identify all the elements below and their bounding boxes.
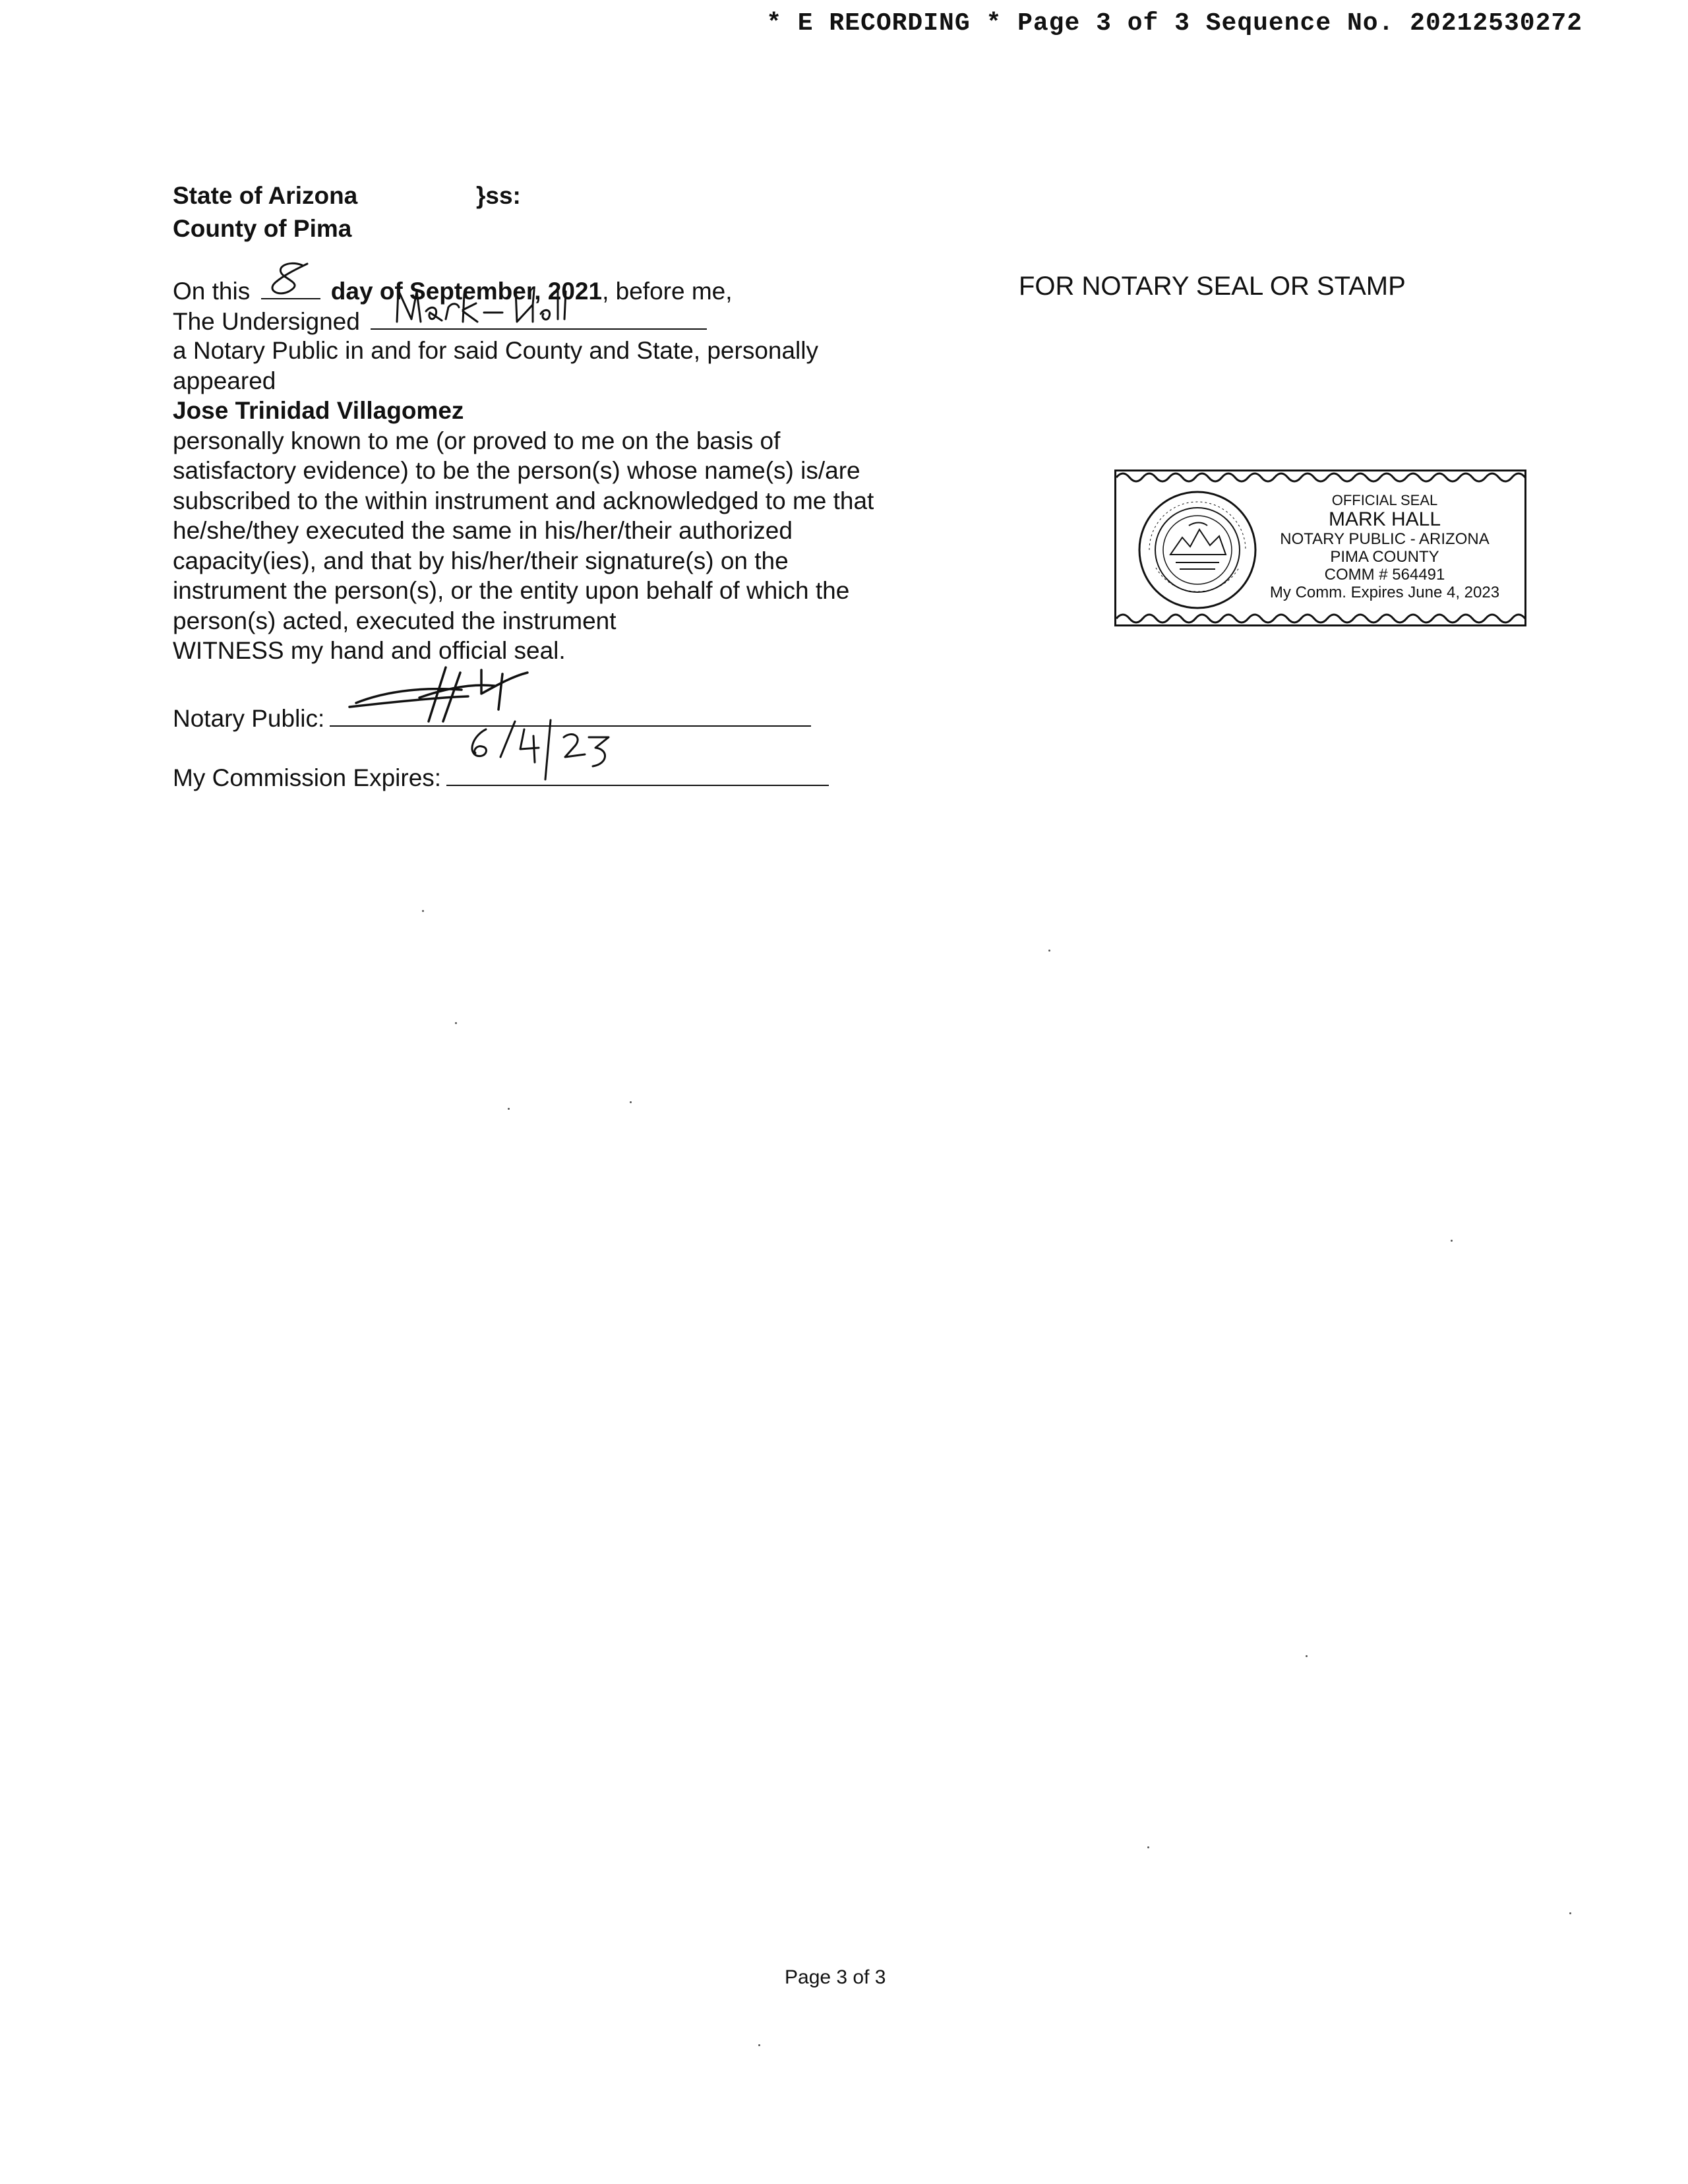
page-footer: Page 3 of 3 [785, 1966, 886, 1988]
stamp-expires: My Comm. Expires June 4, 2023 [1269, 584, 1500, 601]
ack-line-8: subscribed to the within instrument and acknowledged to me that [173, 487, 874, 514]
ack-line-4: appeared [173, 367, 276, 394]
stamp-county: PIMA COUNTY [1330, 548, 1439, 566]
stamp-office: NOTARY PUBLIC - ARIZONA [1280, 530, 1490, 548]
ack-line-9: he/she/they executed the same in his/her/their authorized [173, 517, 793, 544]
arizona-seal-emblem [1136, 489, 1259, 611]
ack-line-11: instrument the person(s), or the entity upon behalf of which the [173, 577, 850, 604]
notary-name-handwriting [371, 285, 595, 331]
day-field [261, 276, 320, 299]
scan-speck [1147, 1846, 1149, 1848]
stamp-title: OFFICIAL SEAL [1331, 492, 1438, 508]
recording-header: * E RECORDING * Page 3 of 3 Sequence No. 20212530272 [766, 9, 1582, 38]
commission-field [446, 758, 829, 786]
day-of-month-year: day of September, 2021 [330, 278, 603, 305]
stamp-border-top [1116, 470, 1524, 485]
scan-speck [422, 910, 424, 912]
stamp-notary-name: MARK HALL [1328, 508, 1441, 530]
before-me: , before me, [602, 278, 733, 305]
commission-label: My Commission Expires: [173, 764, 442, 791]
scan-speck [630, 1101, 632, 1103]
ack-line-2 [173, 306, 874, 336]
ack-line-7: satisfactory evidence) to be the person(s) whose name(s) is/are [173, 457, 860, 484]
scan-speck [508, 1108, 510, 1110]
venue-state: State of Arizona [173, 182, 358, 209]
notary-public-label: Notary Public: [173, 705, 325, 732]
scan-speck [1306, 1655, 1308, 1657]
scan-speck [758, 2044, 760, 2046]
notary-name-field [371, 306, 707, 330]
ack-line-12: person(s) acted, executed the instrument [173, 607, 617, 634]
stamp-text [1258, 491, 1511, 601]
seal-caption: FOR NOTARY SEAL OR STAMP [1019, 272, 1406, 301]
scan-speck [455, 1022, 457, 1024]
ack-line-13: WITNESS my hand and official seal. [173, 637, 566, 664]
ack-line-10: capacity(ies), and that by his/her/their signature(s) on the [173, 547, 789, 574]
scan-speck [1451, 1240, 1453, 1242]
stamp-commission-number: COMM # 564491 [1324, 566, 1445, 584]
venue-county: County of Pima [173, 215, 352, 242]
commission-row [173, 758, 829, 792]
scan-speck [1569, 1912, 1571, 1914]
venue-block [173, 179, 521, 245]
venue-ss: }ss: [476, 182, 521, 209]
stamp-border-bottom [1116, 611, 1524, 626]
notary-stamp [1114, 470, 1526, 626]
commission-handwriting [446, 716, 684, 789]
ack-line-3: a Notary Public in and for said County and State, personally [173, 337, 819, 364]
scan-speck [1048, 950, 1050, 952]
acknowledgment-text [173, 276, 874, 666]
on-this-label: On this [173, 278, 251, 305]
appearer-name: Jose Trinidad Villagomez [173, 397, 464, 424]
ack-line-6: personally known to me (or proved to me on the basis of [173, 427, 781, 454]
day-handwriting [261, 261, 320, 301]
undersigned-label: The Undersigned [173, 307, 360, 335]
